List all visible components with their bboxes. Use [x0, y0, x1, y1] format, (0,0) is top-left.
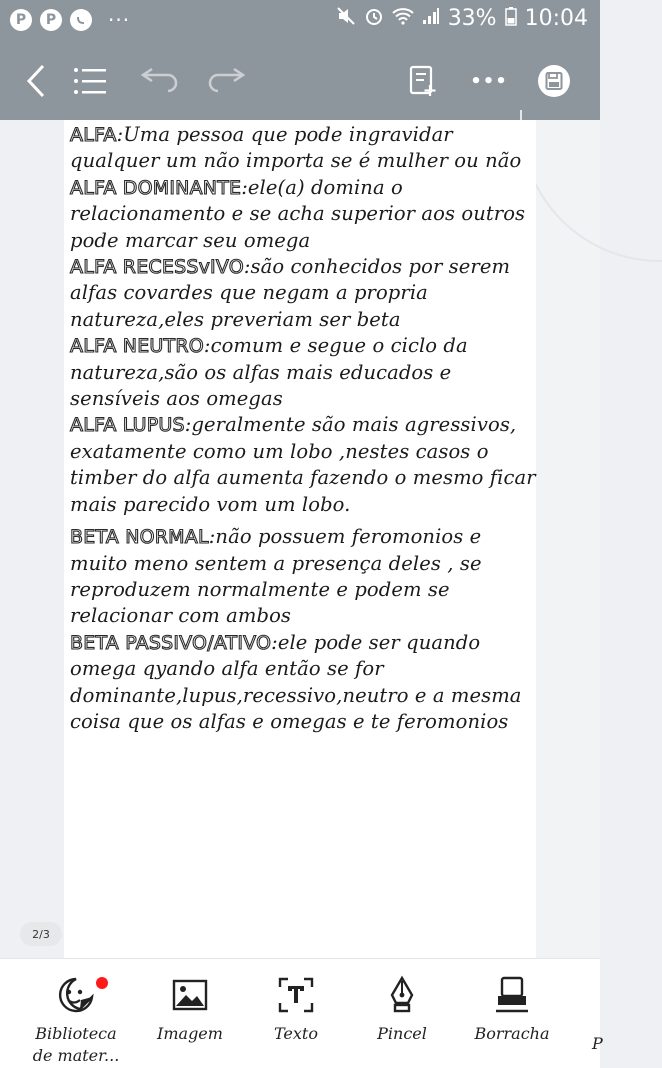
notification-dot — [96, 977, 108, 989]
image-icon — [170, 975, 210, 1015]
section-label-alfa-recessivo: ALFA RECESSvIVO — [70, 256, 244, 279]
paragraph-alfa-neutro — [70, 333, 538, 412]
text-label: Texto — [274, 1024, 318, 1043]
save-icon — [536, 63, 572, 99]
signal-icon — [422, 7, 440, 30]
section-text-alfa-lupus: :geralmente são mais agressivos, exatamente como um lobo ,nestes casos o timber do alfa aumenta fazendo o mesmo ficar mais parecido vom um lobo. — [70, 413, 536, 516]
section-text-alfa-recessivo: :são conhecidos por serem alfas covardes que negam a propria natureza,eles preveriam ser beta — [70, 255, 511, 331]
canvas-background-left — [0, 120, 64, 958]
paragraph-alfa-dominante — [70, 175, 538, 254]
pen-button[interactable] — [352, 975, 452, 1045]
section-label-alfa: ALFA — [70, 124, 117, 146]
status-bar — [0, 0, 600, 42]
page-indicator: 2/3 — [20, 922, 62, 946]
section-text-alfa: :Uma pessoa que pode ingravidar qualquer um não importa se é mulher ou não — [70, 123, 522, 173]
canvas-background-right — [536, 120, 600, 958]
undo-icon — [138, 66, 178, 96]
text-icon — [276, 975, 316, 1015]
battery-icon — [505, 6, 517, 31]
add-note-icon — [408, 65, 438, 97]
undo-button[interactable] — [134, 42, 182, 120]
more-options-button[interactable]: ••• — [470, 70, 508, 92]
eraser-icon — [492, 975, 532, 1015]
paragraph-beta-normal — [70, 524, 538, 630]
text-button[interactable] — [246, 975, 346, 1045]
note-content[interactable] — [70, 122, 538, 735]
section-text-alfa-dominante: :ele(a) domina o relacionamento e se acha superior aos outros pode marcar seu omega — [70, 175, 526, 252]
more-notifications-icon: ··· — [108, 8, 131, 32]
editor-toolbar — [0, 42, 600, 120]
list-icon — [72, 66, 108, 96]
eraser-label: Borracha — [474, 1024, 550, 1043]
wifi-icon — [392, 7, 414, 30]
pen-icon — [382, 975, 422, 1015]
pinterest-icon: P — [10, 9, 32, 31]
mute-icon — [336, 6, 356, 31]
paragraph-alfa-lupus — [70, 412, 538, 518]
clock: 10:04 — [524, 6, 588, 31]
outline-list-button[interactable] — [68, 42, 112, 120]
back-button[interactable] — [14, 42, 58, 120]
bottom-toolbar — [0, 958, 603, 1068]
material-library-label: Biblioteca de mater... — [32, 1024, 120, 1065]
battery-percentage: 33% — [447, 6, 497, 31]
section-text-beta-passivo: :ele pode ser quando omega qyando alfa então se for dominante,lupus,recessivo,neutro e a mesma coisa que os alfas e omegas e te feromonios — [70, 630, 522, 733]
redo-button[interactable] — [204, 42, 252, 120]
sticker-library-icon — [56, 975, 96, 1015]
whatsapp-icon — [70, 9, 92, 31]
section-label-beta-passivo: BETA PASSIVO/ATIVO — [70, 631, 272, 654]
more-tools-label: P — [592, 1034, 603, 1053]
pen-label: Pincel — [377, 1024, 427, 1043]
save-button[interactable] — [532, 42, 576, 120]
paragraph-alfa — [70, 122, 538, 175]
section-label-alfa-neutro: ALFA NEUTRO — [70, 335, 204, 358]
section-text-alfa-neutro: :comum e segue o ciclo da natureza,são os alfas mais educados e sensíveis aos omegas — [70, 334, 468, 411]
eraser-button[interactable] — [462, 975, 562, 1045]
redo-icon — [208, 66, 248, 96]
pinterest-icon: P — [40, 9, 62, 31]
section-label-beta-normal: BETA NORMAL — [70, 526, 209, 549]
image-label: Imagem — [157, 1024, 223, 1043]
back-icon — [25, 63, 47, 99]
section-label-alfa-dominante: ALFA DOMINANTE — [70, 176, 242, 199]
image-button[interactable] — [140, 975, 240, 1045]
more-tools-button[interactable] — [592, 1033, 612, 1055]
material-library-button[interactable] — [26, 975, 126, 1067]
alarm-icon — [364, 6, 384, 31]
paragraph-alfa-recessivo — [70, 254, 538, 333]
add-note-button[interactable] — [400, 42, 446, 120]
paragraph-beta-passivo — [70, 630, 538, 736]
section-label-alfa-lupus: ALFA LUPUS — [70, 414, 185, 437]
section-text-beta-normal: :não possuem feromonios e muito meno sentem a presença deles , se reproduzem normalmente e podem se relacionar com ambos — [70, 525, 482, 628]
